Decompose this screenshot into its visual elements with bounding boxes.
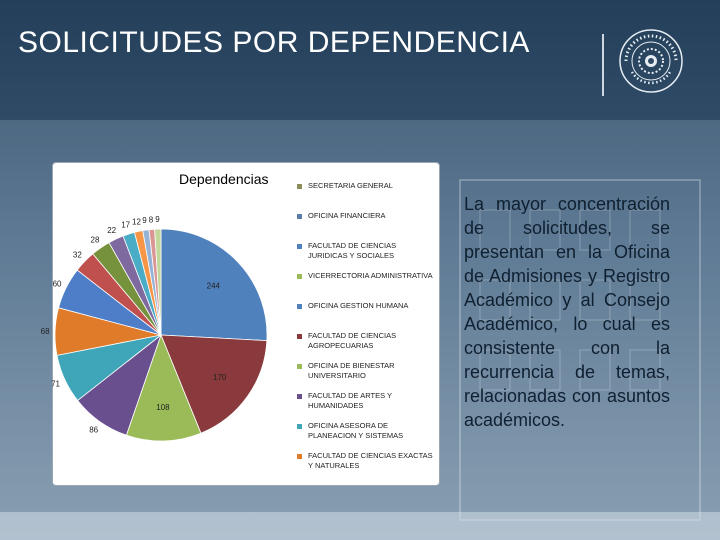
pie-data-label-9: 22	[107, 226, 117, 236]
chart-container	[40, 162, 440, 486]
legend-item	[297, 451, 437, 471]
slide-title: SOLICITUDES POR DEPENDENCIA	[18, 26, 530, 59]
pie-data-label-11: 12	[132, 217, 141, 227]
legend-label: FACULTAD DE CIENCIAS AGROPECUARIAS	[308, 331, 397, 350]
legend-label: OFICINA ASESORA DE PLANEACION Y SISTEMAS	[308, 421, 404, 440]
pie-data-label-13: 8	[148, 215, 154, 225]
legend-item	[297, 301, 437, 311]
pie-data-label-14: 9	[155, 215, 160, 225]
pie-data-label-4: 71	[51, 379, 60, 389]
legend-item	[297, 391, 437, 411]
footer-bar	[0, 512, 720, 540]
pie-data-label-0: 244	[206, 281, 220, 291]
header-band	[0, 0, 720, 120]
legend-swatch	[297, 394, 302, 399]
legend-swatch	[297, 184, 302, 189]
pie-data-label-5: 68	[40, 327, 50, 337]
legend-label: VICERRECTORIA ADMINISTRATIVA	[308, 271, 433, 280]
legend-label: FACULTAD DE CIENCIAS JURIDICAS Y SOCIALES	[308, 241, 397, 260]
legend-swatch	[297, 304, 302, 309]
legend-item	[297, 421, 437, 441]
pie-data-label-10: 17	[121, 220, 131, 230]
legend-label: FACULTAD DE CIENCIAS EXACTAS Y NATURALES	[308, 451, 433, 470]
legend-label: FACULTAD DE ARTES Y HUMANIDADES	[308, 391, 392, 410]
legend-swatch	[297, 364, 302, 369]
legend-swatch	[297, 274, 302, 279]
logo-divider	[602, 34, 604, 96]
legend-label: SECRETARIA GENERAL	[308, 181, 393, 190]
legend-item	[297, 271, 437, 281]
legend-swatch	[297, 244, 302, 249]
pie-data-label-2: 108	[156, 403, 170, 413]
legend-swatch	[297, 454, 302, 459]
legend-item	[297, 361, 437, 381]
legend-label: OFICINA FINANCIERA	[308, 211, 386, 220]
pie-data-label-8: 28	[90, 235, 100, 245]
chart-title: Dependencias	[179, 171, 269, 187]
legend-item	[297, 211, 437, 221]
body-paragraph: La mayor concentración de solicitudes, se presentan en la Oficina de Admisiones y Registro Académico y al Consejo Académico, lo cual es consistente con la recurrencia de temas, relacionadas con asuntos académicos.	[464, 194, 670, 430]
legend-label: OFICINA GESTION HUMANA	[308, 301, 409, 310]
legend-label: OFICINA DE BIENESTAR UNIVERSITARIO	[308, 361, 395, 380]
pie-data-label-7: 32	[72, 250, 82, 260]
legend-swatch	[297, 334, 302, 339]
legend-swatch	[297, 424, 302, 429]
legend-item	[297, 241, 437, 261]
legend-item	[297, 331, 437, 351]
pie-data-label-1: 170	[213, 372, 227, 382]
university-logo-icon	[618, 28, 684, 94]
pie-data-label-12: 9	[142, 216, 147, 226]
legend-item	[297, 181, 437, 191]
legend-swatch	[297, 214, 302, 219]
pie-data-label-3: 86	[89, 425, 99, 435]
pie-data-label-6: 60	[52, 279, 62, 289]
